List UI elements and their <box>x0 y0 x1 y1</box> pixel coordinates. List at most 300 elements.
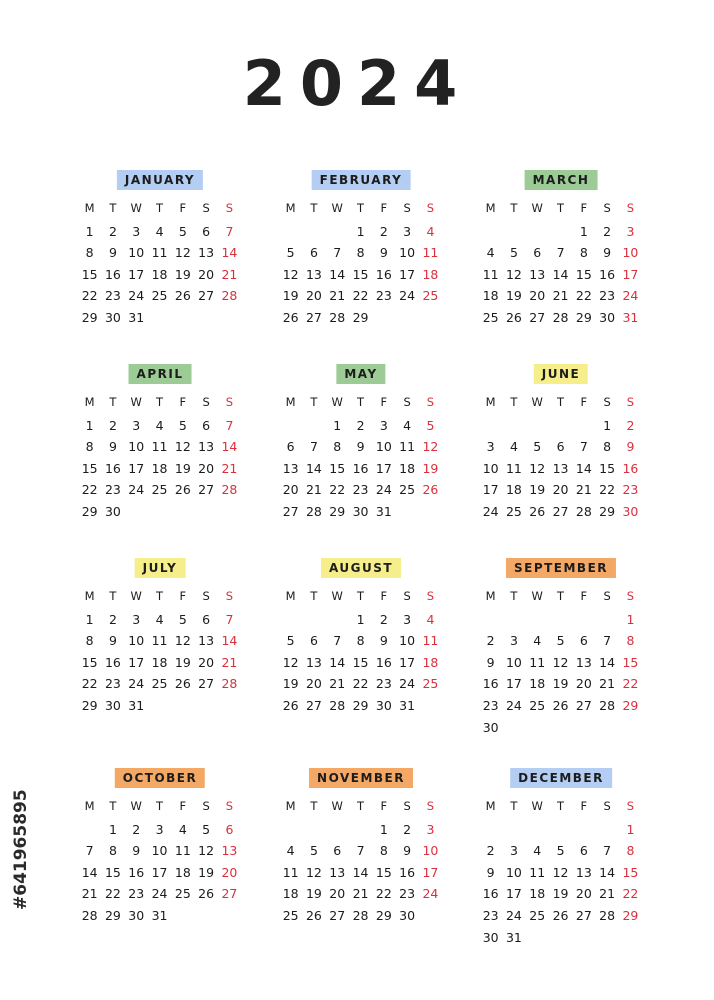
day-cell: 18 <box>529 676 546 692</box>
day-cell: 20 <box>198 460 215 476</box>
day-cell: 21 <box>352 886 369 902</box>
day-cell: 3 <box>486 439 495 455</box>
day-cell: 10 <box>505 864 522 880</box>
day-cell: 4 <box>286 843 295 859</box>
day-cell: 30 <box>482 929 499 945</box>
day-cell: 16 <box>399 864 416 880</box>
day-cell: 26 <box>174 288 191 304</box>
day-cell: 2 <box>132 821 141 837</box>
weekday-header: M <box>485 589 496 603</box>
day-cell: 23 <box>352 482 369 498</box>
day-cell: 29 <box>622 697 639 713</box>
day-cell: 17 <box>375 460 392 476</box>
day-cell: 3 <box>132 223 141 239</box>
day-cell: 9 <box>379 633 388 649</box>
day-cell: 9 <box>486 654 495 670</box>
day-cell: 2 <box>379 223 388 239</box>
day-cell: 22 <box>622 886 639 902</box>
day-cell: 8 <box>603 439 612 455</box>
empty-day <box>279 819 302 841</box>
day-cell: 17 <box>482 482 499 498</box>
day-cell: 5 <box>509 245 518 261</box>
day-cell: 9 <box>356 439 365 455</box>
empty-day <box>302 609 325 631</box>
weekday-header: T <box>310 201 318 215</box>
weekday-header: S <box>403 395 411 409</box>
day-cell: 30 <box>399 907 416 923</box>
empty-day <box>572 819 595 841</box>
weekday-header: W <box>331 799 343 813</box>
day-cell: 25 <box>422 676 439 692</box>
day-cell: 26 <box>552 697 569 713</box>
day-cell: 5 <box>309 843 318 859</box>
weekday-header: S <box>426 201 435 215</box>
empty-day <box>526 609 549 631</box>
month-title: APRIL <box>129 364 192 384</box>
day-cell: 11 <box>422 245 439 261</box>
month-days-grid <box>78 393 243 523</box>
day-cell: 15 <box>81 460 98 476</box>
weekday-header: F <box>380 589 388 603</box>
day-cell: 6 <box>533 245 542 261</box>
day-cell: 18 <box>151 460 168 476</box>
day-cell: 21 <box>599 676 616 692</box>
day-cell: 30 <box>482 719 499 735</box>
day-cell: 8 <box>579 245 588 261</box>
day-cell: 3 <box>426 821 435 837</box>
day-cell: 31 <box>399 697 416 713</box>
day-cell: 26 <box>282 697 299 713</box>
month-days-grid <box>279 199 444 329</box>
day-cell: 4 <box>486 245 495 261</box>
day-cell: 5 <box>286 633 295 649</box>
weekday-header: S <box>603 395 611 409</box>
day-cell: 26 <box>174 676 191 692</box>
empty-day <box>502 221 525 243</box>
day-cell: 17 <box>151 864 168 880</box>
month-title: OCTOBER <box>115 768 205 788</box>
day-cell: 21 <box>221 460 238 476</box>
day-cell: 12 <box>198 843 215 859</box>
weekday-header: S <box>626 589 635 603</box>
weekday-header: M <box>285 395 296 409</box>
day-cell: 12 <box>282 654 299 670</box>
day-cell: 30 <box>352 503 369 519</box>
day-cell: 17 <box>622 266 639 282</box>
weekday-header: F <box>179 589 187 603</box>
weekday-header: F <box>580 799 588 813</box>
day-cell: 11 <box>399 439 416 455</box>
day-cell: 7 <box>225 223 234 239</box>
weekday-header: T <box>310 395 318 409</box>
day-cell: 16 <box>482 886 499 902</box>
day-cell: 14 <box>552 266 569 282</box>
day-cell: 27 <box>575 907 592 923</box>
day-cell: 1 <box>356 223 365 239</box>
day-cell: 22 <box>329 482 346 498</box>
day-cell: 9 <box>486 864 495 880</box>
weekday-header: S <box>426 395 435 409</box>
day-cell: 14 <box>599 654 616 670</box>
empty-day <box>302 819 325 841</box>
day-cell: 1 <box>85 223 94 239</box>
day-cell: 23 <box>104 288 121 304</box>
weekday-header: S <box>403 201 411 215</box>
day-cell: 18 <box>482 288 499 304</box>
weekday-header: S <box>626 395 635 409</box>
day-cell: 17 <box>505 886 522 902</box>
day-cell: 16 <box>104 654 121 670</box>
day-cell: 21 <box>221 266 238 282</box>
day-cell: 6 <box>202 417 211 433</box>
day-cell: 28 <box>575 503 592 519</box>
day-cell: 26 <box>552 907 569 923</box>
day-cell: 5 <box>556 843 565 859</box>
day-cell: 4 <box>426 223 435 239</box>
weekday-header: T <box>357 201 365 215</box>
month-days-grid <box>479 393 644 523</box>
day-cell: 1 <box>626 611 635 627</box>
weekday-header: T <box>156 395 164 409</box>
day-cell: 24 <box>128 288 145 304</box>
day-cell: 22 <box>81 676 98 692</box>
weekday-header: S <box>202 589 210 603</box>
day-cell: 27 <box>552 503 569 519</box>
weekday-header: W <box>531 589 543 603</box>
day-cell: 15 <box>622 654 639 670</box>
weekday-header: W <box>331 589 343 603</box>
day-cell: 27 <box>221 886 238 902</box>
empty-day <box>279 609 302 631</box>
day-cell: 4 <box>155 611 164 627</box>
weekday-header: W <box>531 395 543 409</box>
weekday-header: W <box>130 799 142 813</box>
day-cell: 10 <box>128 439 145 455</box>
day-cell: 2 <box>603 223 612 239</box>
day-cell: 30 <box>128 907 145 923</box>
month-days-grid <box>78 199 243 329</box>
day-cell: 20 <box>575 676 592 692</box>
day-cell: 23 <box>375 676 392 692</box>
empty-day <box>326 819 349 841</box>
day-cell: 24 <box>505 907 522 923</box>
day-cell: 2 <box>403 821 412 837</box>
day-cell: 3 <box>509 843 518 859</box>
empty-day <box>595 609 618 631</box>
day-cell: 5 <box>178 417 187 433</box>
day-cell: 29 <box>375 907 392 923</box>
day-cell: 10 <box>399 633 416 649</box>
day-cell: 23 <box>482 697 499 713</box>
day-cell: 10 <box>128 245 145 261</box>
day-cell: 8 <box>333 439 342 455</box>
day-cell: 5 <box>286 245 295 261</box>
day-cell: 5 <box>556 633 565 649</box>
weekday-header: F <box>580 395 588 409</box>
weekday-header: F <box>179 395 187 409</box>
day-cell: 20 <box>221 864 238 880</box>
weekday-header: W <box>331 395 343 409</box>
day-cell: 20 <box>198 266 215 282</box>
day-cell: 22 <box>81 288 98 304</box>
weekday-header: T <box>510 589 518 603</box>
month-title: MAY <box>336 364 385 384</box>
day-cell: 20 <box>529 288 546 304</box>
empty-day <box>526 819 549 841</box>
month-days-grid <box>78 587 243 717</box>
day-cell: 5 <box>426 417 435 433</box>
day-cell: 28 <box>599 907 616 923</box>
weekday-header: T <box>557 201 565 215</box>
day-cell: 1 <box>603 417 612 433</box>
weekday-header: T <box>310 799 318 813</box>
day-cell: 6 <box>556 439 565 455</box>
weekday-header: S <box>603 589 611 603</box>
day-cell: 7 <box>603 633 612 649</box>
day-cell: 27 <box>305 309 322 325</box>
day-cell: 3 <box>132 611 141 627</box>
day-cell: 31 <box>128 697 145 713</box>
weekday-header: S <box>202 799 210 813</box>
day-cell: 13 <box>575 654 592 670</box>
day-cell: 10 <box>128 633 145 649</box>
day-cell: 20 <box>305 288 322 304</box>
day-cell: 23 <box>375 288 392 304</box>
day-cell: 22 <box>375 886 392 902</box>
weekday-header: S <box>626 201 635 215</box>
weekday-header: S <box>202 201 210 215</box>
day-cell: 12 <box>529 460 546 476</box>
day-cell: 19 <box>198 864 215 880</box>
day-cell: 22 <box>575 288 592 304</box>
day-cell: 28 <box>552 309 569 325</box>
day-cell: 6 <box>309 245 318 261</box>
day-cell: 4 <box>509 439 518 455</box>
day-cell: 10 <box>151 843 168 859</box>
day-cell: 26 <box>198 886 215 902</box>
day-cell: 19 <box>305 886 322 902</box>
day-cell: 29 <box>81 503 98 519</box>
weekday-header: W <box>331 201 343 215</box>
day-cell: 24 <box>399 676 416 692</box>
month-title: JUNE <box>534 364 588 384</box>
day-cell: 24 <box>422 886 439 902</box>
day-cell: 12 <box>505 266 522 282</box>
day-cell: 15 <box>329 460 346 476</box>
day-cell: 17 <box>128 266 145 282</box>
weekday-header: M <box>84 201 95 215</box>
day-cell: 13 <box>198 245 215 261</box>
day-cell: 19 <box>529 482 546 498</box>
day-cell: 24 <box>505 697 522 713</box>
day-cell: 7 <box>333 245 342 261</box>
weekday-header: F <box>580 201 588 215</box>
day-cell: 4 <box>403 417 412 433</box>
day-cell: 11 <box>482 266 499 282</box>
day-cell: 21 <box>599 886 616 902</box>
day-cell: 6 <box>333 843 342 859</box>
month-title: AUGUST <box>321 558 401 578</box>
day-cell: 18 <box>174 864 191 880</box>
day-cell: 15 <box>622 864 639 880</box>
weekday-header: M <box>485 799 496 813</box>
day-cell: 13 <box>305 654 322 670</box>
weekday-header: S <box>426 799 435 813</box>
weekday-header: F <box>179 201 187 215</box>
day-cell: 15 <box>81 654 98 670</box>
weekday-header: M <box>84 589 95 603</box>
month-days-grid <box>479 797 644 948</box>
day-cell: 14 <box>575 460 592 476</box>
day-cell: 5 <box>178 611 187 627</box>
day-cell: 14 <box>305 460 322 476</box>
weekday-header: T <box>510 201 518 215</box>
day-cell: 26 <box>174 482 191 498</box>
day-cell: 25 <box>399 482 416 498</box>
day-cell: 23 <box>104 676 121 692</box>
day-cell: 1 <box>85 611 94 627</box>
day-cell: 28 <box>329 309 346 325</box>
day-cell: 18 <box>151 266 168 282</box>
day-cell: 16 <box>104 460 121 476</box>
day-cell: 7 <box>356 843 365 859</box>
empty-day <box>326 609 349 631</box>
day-cell: 26 <box>422 482 439 498</box>
day-cell: 25 <box>529 697 546 713</box>
day-cell: 26 <box>282 309 299 325</box>
day-cell: 31 <box>128 309 145 325</box>
day-cell: 14 <box>221 633 238 649</box>
day-cell: 20 <box>575 886 592 902</box>
day-cell: 28 <box>352 907 369 923</box>
weekday-header: W <box>531 799 543 813</box>
empty-day <box>78 819 101 841</box>
day-cell: 24 <box>622 288 639 304</box>
day-cell: 4 <box>178 821 187 837</box>
day-cell: 9 <box>403 843 412 859</box>
empty-day <box>349 819 372 841</box>
day-cell: 18 <box>399 460 416 476</box>
day-cell: 18 <box>282 886 299 902</box>
day-cell: 23 <box>482 907 499 923</box>
day-cell: 25 <box>505 503 522 519</box>
day-cell: 7 <box>225 417 234 433</box>
day-cell: 7 <box>556 245 565 261</box>
day-cell: 16 <box>622 460 639 476</box>
day-cell: 21 <box>575 482 592 498</box>
empty-day <box>502 609 525 631</box>
day-cell: 8 <box>356 633 365 649</box>
day-cell: 13 <box>305 266 322 282</box>
empty-day <box>279 221 302 243</box>
day-cell: 5 <box>202 821 211 837</box>
day-cell: 27 <box>282 503 299 519</box>
day-cell: 16 <box>128 864 145 880</box>
day-cell: 30 <box>104 697 121 713</box>
day-cell: 19 <box>505 288 522 304</box>
day-cell: 31 <box>375 503 392 519</box>
day-cell: 20 <box>552 482 569 498</box>
day-cell: 29 <box>599 503 616 519</box>
day-cell: 7 <box>309 439 318 455</box>
weekday-header: W <box>130 589 142 603</box>
empty-day <box>526 415 549 437</box>
day-cell: 23 <box>599 288 616 304</box>
day-cell: 29 <box>81 309 98 325</box>
day-cell: 5 <box>178 223 187 239</box>
day-cell: 19 <box>552 676 569 692</box>
day-cell: 11 <box>529 864 546 880</box>
day-cell: 16 <box>104 266 121 282</box>
day-cell: 12 <box>174 245 191 261</box>
weekday-header: W <box>130 201 142 215</box>
day-cell: 14 <box>221 245 238 261</box>
day-cell: 24 <box>375 482 392 498</box>
weekday-header: T <box>109 799 117 813</box>
day-cell: 21 <box>221 654 238 670</box>
day-cell: 21 <box>81 886 98 902</box>
day-cell: 4 <box>426 611 435 627</box>
weekday-header: S <box>225 395 234 409</box>
day-cell: 8 <box>626 843 635 859</box>
day-cell: 30 <box>622 503 639 519</box>
day-cell: 29 <box>329 503 346 519</box>
weekday-header: M <box>285 201 296 215</box>
day-cell: 25 <box>151 676 168 692</box>
day-cell: 15 <box>375 864 392 880</box>
empty-day <box>549 609 572 631</box>
day-cell: 3 <box>509 633 518 649</box>
weekday-header: F <box>179 799 187 813</box>
day-cell: 12 <box>282 266 299 282</box>
empty-day <box>479 415 502 437</box>
weekday-header: T <box>510 799 518 813</box>
day-cell: 11 <box>151 245 168 261</box>
day-cell: 6 <box>309 633 318 649</box>
day-cell: 7 <box>579 439 588 455</box>
day-cell: 19 <box>174 460 191 476</box>
day-cell: 10 <box>375 439 392 455</box>
day-cell: 1 <box>333 417 342 433</box>
day-cell: 6 <box>286 439 295 455</box>
day-cell: 2 <box>486 843 495 859</box>
day-cell: 10 <box>422 843 439 859</box>
day-cell: 7 <box>85 843 94 859</box>
weekday-header: T <box>357 799 365 813</box>
day-cell: 25 <box>151 482 168 498</box>
weekday-header: T <box>156 201 164 215</box>
day-cell: 31 <box>151 907 168 923</box>
empty-day <box>549 221 572 243</box>
day-cell: 20 <box>198 654 215 670</box>
day-cell: 5 <box>533 439 542 455</box>
empty-day <box>549 415 572 437</box>
day-cell: 16 <box>482 676 499 692</box>
day-cell: 3 <box>403 223 412 239</box>
day-cell: 28 <box>305 503 322 519</box>
day-cell: 27 <box>198 482 215 498</box>
day-cell: 9 <box>108 439 117 455</box>
day-cell: 25 <box>174 886 191 902</box>
day-cell: 7 <box>333 633 342 649</box>
weekday-header: T <box>557 799 565 813</box>
day-cell: 26 <box>305 907 322 923</box>
weekday-header: F <box>380 799 388 813</box>
empty-day <box>549 819 572 841</box>
day-cell: 2 <box>108 223 117 239</box>
day-cell: 19 <box>174 654 191 670</box>
weekday-header: T <box>156 589 164 603</box>
